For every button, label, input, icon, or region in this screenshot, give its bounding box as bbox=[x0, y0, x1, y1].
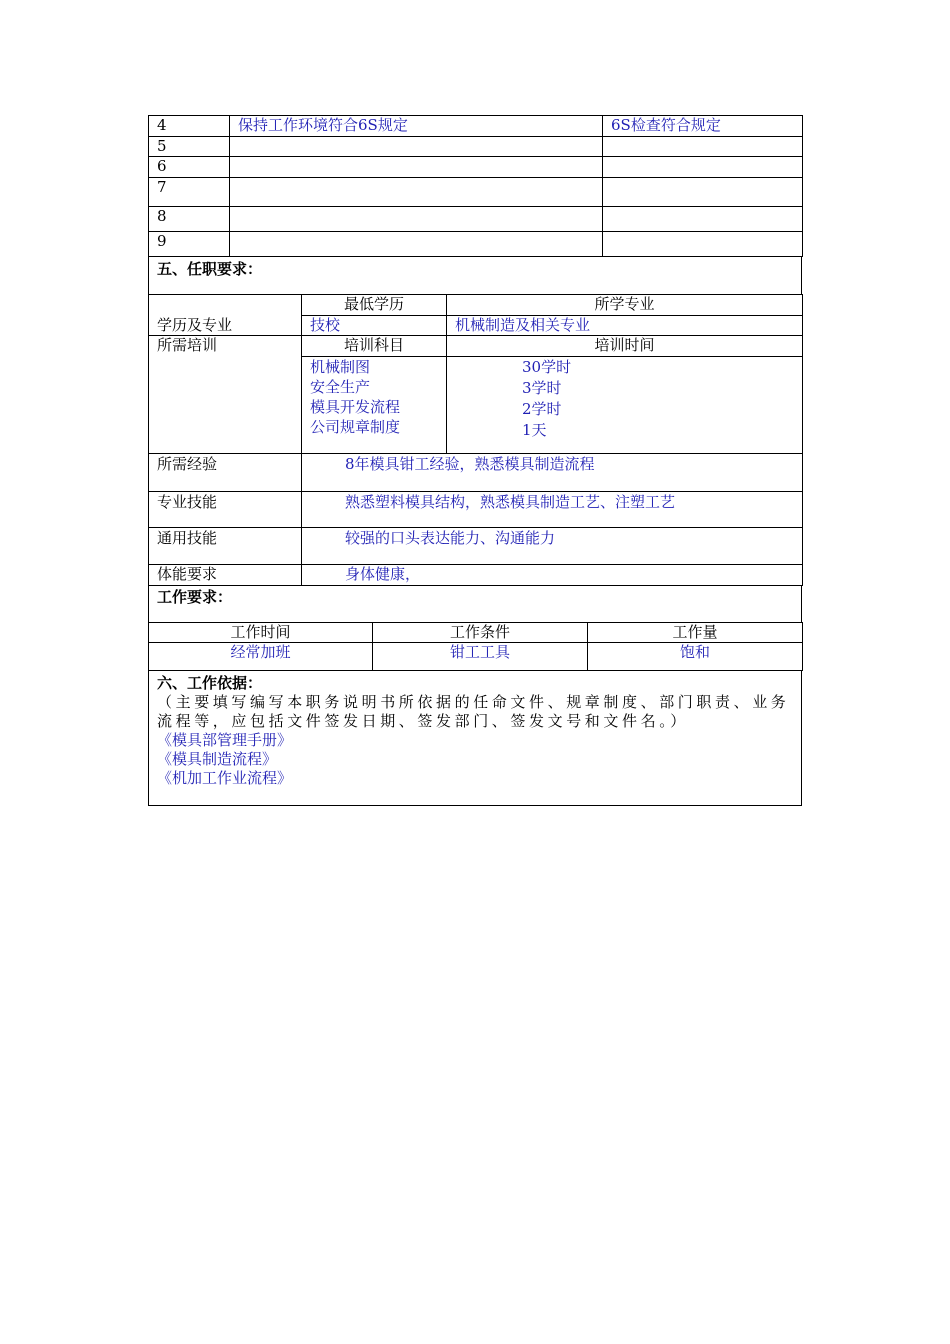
duty-row bbox=[149, 178, 803, 207]
training-label: 所需培训 bbox=[149, 336, 302, 454]
duty-number: 9 bbox=[149, 232, 230, 257]
duty-standard bbox=[603, 157, 803, 178]
duty-content: 保持工作环境符合6S规定 bbox=[230, 116, 603, 137]
min-education-value: 技校 bbox=[302, 316, 447, 336]
duty-content bbox=[230, 232, 603, 257]
work-basis-cell bbox=[149, 671, 802, 806]
training-subject: 安全生产 bbox=[310, 378, 371, 396]
training-subjects bbox=[302, 357, 447, 454]
work-basis-title: 六、工作依据： bbox=[157, 674, 263, 692]
training-times bbox=[447, 357, 803, 454]
training-subject: 公司规章制度 bbox=[310, 418, 401, 436]
physical-row bbox=[149, 565, 803, 586]
training-header-row bbox=[149, 336, 803, 357]
major-value: 机械制造及相关专业 bbox=[447, 316, 803, 336]
work-condition-value: 钳工工具 bbox=[373, 643, 588, 671]
qualifications-table bbox=[148, 294, 803, 586]
major-header: 所学专业 bbox=[447, 295, 803, 316]
duty-row bbox=[149, 232, 803, 257]
duty-standard bbox=[603, 207, 803, 232]
training-subject: 模具开发流程 bbox=[310, 398, 401, 416]
duty-number: 8 bbox=[149, 207, 230, 232]
basis-document: 《模具部管理手册》 bbox=[157, 731, 293, 749]
general-skills-value: 较强的口头表达能力、沟通能力 bbox=[302, 528, 803, 565]
training-time: 2学时 bbox=[522, 400, 562, 418]
duty-content bbox=[230, 137, 603, 157]
basis-document: 《模具制造流程》 bbox=[157, 750, 278, 768]
qualifications-title-table bbox=[148, 256, 802, 295]
work-requirements-title: 工作要求： bbox=[149, 586, 802, 623]
work-condition-header: 工作条件 bbox=[373, 623, 588, 643]
general-skills-label: 通用技能 bbox=[149, 528, 302, 565]
qualifications-title: 五、任职要求： bbox=[149, 257, 802, 295]
work-requirements-value-row bbox=[149, 643, 803, 671]
training-time: 1天 bbox=[522, 421, 547, 439]
physical-label: 体能要求 bbox=[149, 565, 302, 586]
physical-value: 身体健康， bbox=[302, 565, 803, 586]
min-education-header: 最低学历 bbox=[302, 295, 447, 316]
basis-document: 《机加工作业流程》 bbox=[157, 769, 293, 787]
work-requirements-header-row bbox=[149, 623, 803, 643]
workload-header: 工作量 bbox=[588, 623, 803, 643]
job-description-document bbox=[148, 115, 802, 806]
duty-standard bbox=[603, 232, 803, 257]
general-skills-row bbox=[149, 528, 803, 565]
training-subject: 机械制图 bbox=[310, 358, 371, 376]
training-time: 30学时 bbox=[522, 358, 572, 376]
work-requirements-title-table bbox=[148, 585, 802, 623]
duty-content bbox=[230, 178, 603, 207]
work-basis-hint: （主要填写编写本职务说明书所依据的任命文件、规章制度、部门职责、业务流程等，应包括文件签发日期、签发部门、签发文号和文件名。） bbox=[157, 693, 790, 730]
workload-value: 饱和 bbox=[588, 643, 803, 671]
work-time-value: 经常加班 bbox=[149, 643, 373, 671]
duties-table bbox=[148, 115, 803, 257]
duty-content bbox=[230, 157, 603, 178]
professional-skills-value: 熟悉塑料模具结构，熟悉模具制造工艺、注塑工艺 bbox=[302, 492, 803, 528]
duty-number: 4 bbox=[149, 116, 230, 137]
duty-row bbox=[149, 137, 803, 157]
duty-row bbox=[149, 207, 803, 232]
education-header-row bbox=[149, 295, 803, 316]
work-basis-table bbox=[148, 670, 802, 806]
education-label: 学历及专业 bbox=[149, 295, 302, 336]
duty-row bbox=[149, 157, 803, 178]
work-time-header: 工作时间 bbox=[149, 623, 373, 643]
experience-label: 所需经验 bbox=[149, 454, 302, 492]
training-subject-header: 培训科目 bbox=[302, 336, 447, 357]
professional-skills-row bbox=[149, 492, 803, 528]
duty-standard bbox=[603, 137, 803, 157]
work-requirements-table bbox=[148, 622, 803, 671]
training-time-header: 培训时间 bbox=[447, 336, 803, 357]
duty-row bbox=[149, 116, 803, 137]
experience-value: 8年模具钳工经验，熟悉模具制造流程 bbox=[302, 454, 803, 492]
duty-content bbox=[230, 207, 603, 232]
duty-number: 5 bbox=[149, 137, 230, 157]
duty-standard: 6S检查符合规定 bbox=[603, 116, 803, 137]
duty-number: 7 bbox=[149, 178, 230, 207]
duty-number: 6 bbox=[149, 157, 230, 178]
duty-standard bbox=[603, 178, 803, 207]
professional-skills-label: 专业技能 bbox=[149, 492, 302, 528]
experience-row bbox=[149, 454, 803, 492]
training-time: 3学时 bbox=[522, 379, 562, 397]
